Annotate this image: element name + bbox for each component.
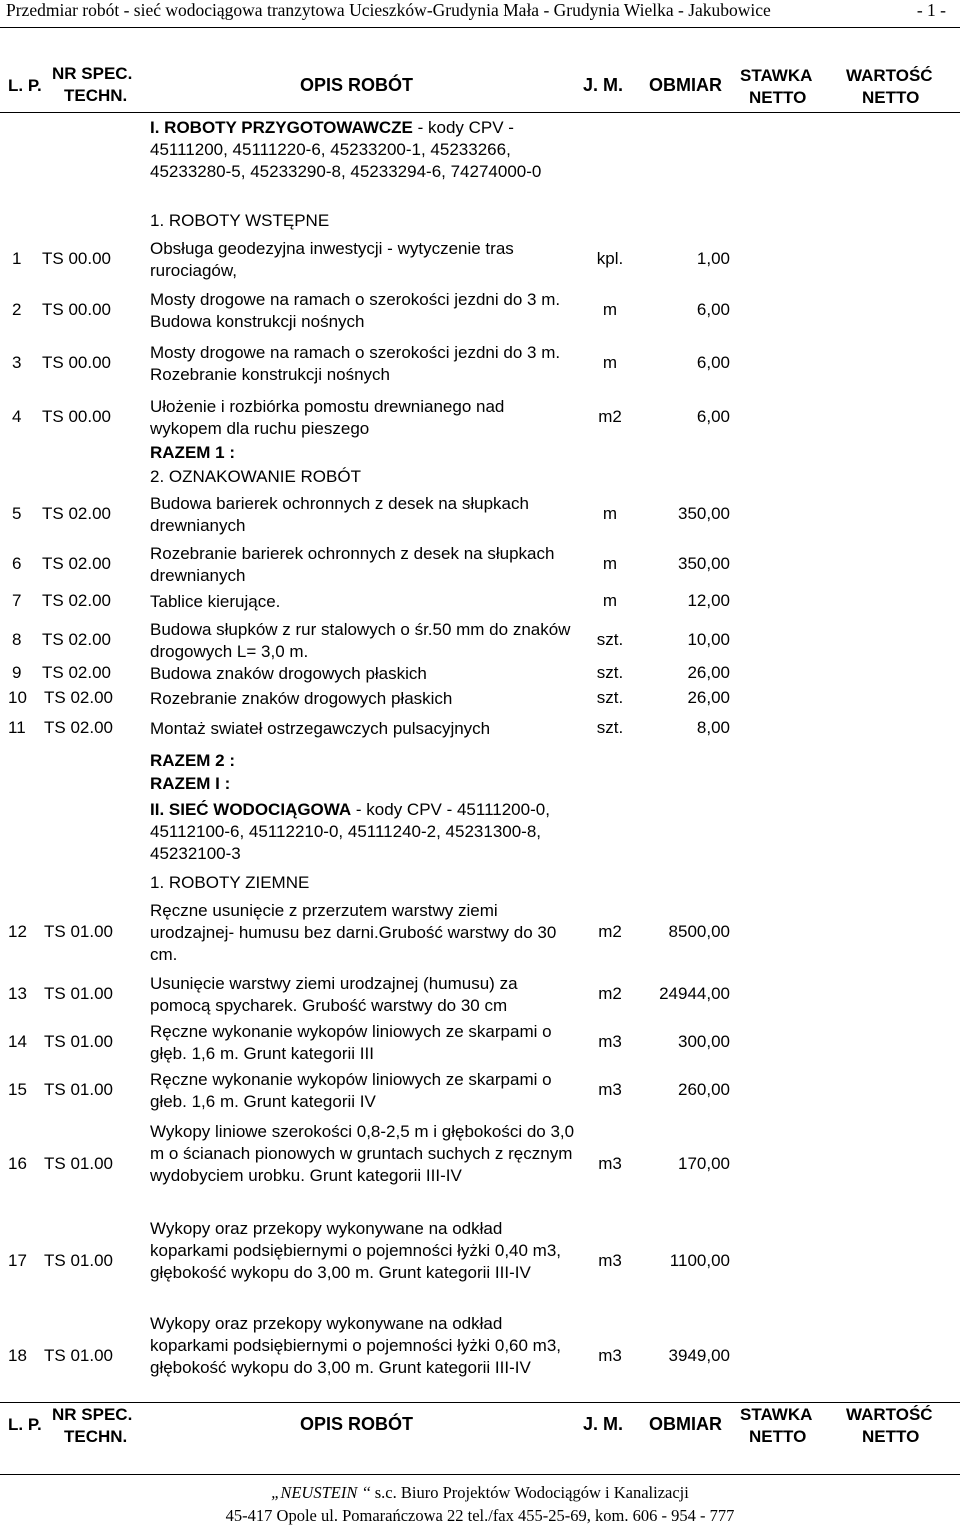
- table-row: [0, 619, 960, 663]
- row-description: Rozebranie znaków drogowych płaskich: [150, 689, 453, 708]
- footer-company-name: „NEUSTEIN ‘‘: [271, 1483, 371, 1502]
- row-lp: 5: [12, 504, 22, 523]
- row-description: Ręczne usunięcie z przerzutem warstwy ziemi urodzajnej- humusu bez darni.Grubość warstwy do 30 cm.: [150, 901, 557, 964]
- row-description: Tablice kierujące.: [150, 592, 281, 611]
- table-row: [0, 1069, 960, 1113]
- col-rate-line1: STAWKA: [740, 66, 813, 85]
- row-description: Mosty drogowe na ramach o szerokości jezdni do 3 m. Budowa konstrukcji nośnych: [150, 290, 561, 331]
- table-row: [0, 289, 960, 333]
- row-lp: 9: [12, 663, 22, 682]
- row-spec: TS 01.00: [44, 1346, 113, 1365]
- section-1-title: [150, 117, 580, 183]
- row-lp: 4: [12, 407, 22, 426]
- footer-address: 45-417 Opole ul. Pomarańczowa 22 tel./fax 455-25-69, kom. 606 - 954 - 777: [225, 1506, 735, 1525]
- row-description: Budowa słupków z rur stalowych o śr.50 mm do znaków drogowych L= 3,0 m.: [150, 620, 571, 661]
- subsection-1-title: 1. ROBOTY WSTĘPNE: [150, 211, 330, 230]
- col-rate-line2-bottom: NETTO: [749, 1427, 807, 1446]
- header-rule: [0, 27, 960, 28]
- row-quantity: 26,00: [687, 688, 730, 707]
- footer-company-desc: s.c. Biuro Projektów Wodociągów i Kanalizacji: [370, 1483, 689, 1502]
- col-rate-line1-bottom: STAWKA: [740, 1405, 813, 1424]
- table-row: [0, 718, 960, 740]
- row-description: Wykopy oraz przekopy wykonywane na odkład koparkami podsiębiernymi o pojemności łyżki 0,40 m3, głębokość wykopu do 3,00 m. Grunt kategorii III-IV: [150, 1219, 562, 1282]
- row-quantity: 6,00: [696, 353, 730, 372]
- col-spec-line1: NR SPEC.: [52, 64, 133, 83]
- table-row: [0, 900, 960, 966]
- table-row: [0, 1021, 960, 1065]
- row-description: Ułożenie i rozbiórka pomostu drewnianego nad wykopem dla ruchu pieszego: [150, 397, 505, 438]
- table-row: [0, 342, 960, 386]
- razem-I: RAZEM I :: [150, 774, 231, 793]
- row-description: Ręczne wykonanie wykopów liniowych ze skarpami o głeb. 1,6 m. Grunt kategorii IV: [150, 1070, 552, 1111]
- row-spec: TS 02.00: [42, 554, 111, 573]
- row-quantity: 8,00: [696, 718, 730, 737]
- row-unit: szt.: [596, 630, 624, 649]
- col-desc: OPIS ROBÓT: [300, 75, 414, 95]
- row-lp: 3: [12, 353, 22, 372]
- subsection-2-title: 2. OZNAKOWANIE ROBÓT: [150, 467, 361, 486]
- row-description: Wykopy oraz przekopy wykonywane na odkład koparkami podsiębiernymi o pojemności łyżki 0,60 m3, głębokość wykopu do 3,00 m. Grunt kategorii III-IV: [150, 1314, 562, 1377]
- table-row: [0, 688, 960, 710]
- row-unit: m2: [598, 407, 622, 426]
- row-description: Montaż swiateł ostrzegawczych pulsacyjnych: [150, 719, 491, 738]
- col-qty: OBMIAR: [649, 75, 722, 95]
- row-spec: TS 01.00: [44, 1154, 113, 1173]
- row-lp: 16: [8, 1154, 27, 1173]
- row-spec: TS 00.00: [42, 249, 111, 268]
- row-lp: 12: [8, 922, 27, 941]
- row-spec: TS 01.00: [44, 1080, 113, 1099]
- col-lp: L. P.: [8, 76, 42, 95]
- table-row: [0, 238, 960, 282]
- table-row: [0, 1313, 960, 1401]
- row-unit: m2: [598, 984, 622, 1003]
- row-quantity: 6,00: [696, 407, 730, 426]
- row-quantity: 12,00: [687, 591, 730, 610]
- table-row: [0, 591, 960, 613]
- section-1-title-rest: - kody CPV - 45111200, 45111220-6, 45233200-1, 45233266, 45233280-5, 45233290-8, 45233294-6, 74274000-0: [150, 118, 542, 181]
- row-spec: TS 00.00: [42, 300, 111, 319]
- bottom-header-top-rule: [0, 1402, 960, 1403]
- row-quantity: 260,00: [678, 1080, 730, 1099]
- col-unit-bottom: J. M.: [583, 1414, 624, 1434]
- row-spec: TS 01.00: [44, 1032, 113, 1051]
- col-spec-line2: TECHN.: [64, 86, 128, 105]
- row-quantity: 10,00: [687, 630, 730, 649]
- row-lp: 6: [12, 554, 22, 573]
- row-unit: m: [602, 504, 618, 523]
- row-unit: m: [602, 591, 618, 610]
- razem-1: RAZEM 1 :: [150, 443, 235, 462]
- section-2-subsection-1: 1. ROBOTY ZIEMNE: [150, 873, 310, 892]
- row-spec: TS 01.00: [44, 1251, 113, 1270]
- col-value-line1: WARTOŚĆ: [846, 66, 933, 85]
- row-lp: 15: [8, 1080, 27, 1099]
- col-value-line2-bottom: NETTO: [862, 1427, 920, 1446]
- row-unit: m3: [598, 1080, 622, 1099]
- row-lp: 10: [8, 688, 27, 707]
- table-row: [0, 493, 960, 537]
- row-lp: 17: [8, 1251, 27, 1270]
- header-bottom-rule: [0, 112, 960, 113]
- row-spec: TS 00.00: [42, 407, 111, 426]
- row-description: Ręczne wykonanie wykopów liniowych ze skarpami o głęb. 1,6 m. Grunt kategorii III: [150, 1022, 552, 1063]
- row-unit: m: [602, 300, 618, 319]
- row-lp: 18: [8, 1346, 27, 1365]
- col-rate-line2: NETTO: [749, 88, 807, 107]
- row-spec: TS 02.00: [44, 718, 113, 737]
- row-unit: szt.: [596, 663, 624, 682]
- row-unit: m: [602, 353, 618, 372]
- razem-2: RAZEM 2 :: [150, 751, 235, 770]
- footer-rule: [0, 1474, 960, 1475]
- table-row: [0, 543, 960, 587]
- row-unit: szt.: [596, 718, 624, 737]
- row-unit: szt.: [596, 688, 624, 707]
- row-lp: 7: [12, 591, 22, 610]
- row-quantity: 8500,00: [668, 922, 730, 941]
- row-quantity: 24944,00: [659, 984, 730, 1003]
- row-description: Obsługa geodezyjna inwestycji - wytyczenie tras rurociagów,: [150, 239, 514, 280]
- table-row: [0, 1218, 960, 1306]
- row-quantity: 170,00: [678, 1154, 730, 1173]
- row-quantity: 26,00: [687, 663, 730, 682]
- row-lp: 8: [12, 630, 22, 649]
- row-unit: m2: [598, 922, 622, 941]
- row-lp: 14: [8, 1032, 27, 1051]
- row-spec: TS 02.00: [44, 688, 113, 707]
- row-spec: TS 01.00: [44, 984, 113, 1003]
- col-unit: J. M.: [583, 75, 624, 95]
- section-1-title-bold: I. ROBOTY PRZYGOTOWAWCZE: [150, 118, 413, 137]
- row-spec: TS 02.00: [42, 630, 111, 649]
- table-row: [0, 1121, 960, 1209]
- row-quantity: 6,00: [696, 300, 730, 319]
- row-spec: TS 02.00: [42, 504, 111, 523]
- row-spec: TS 00.00: [42, 353, 111, 372]
- row-description: Rozebranie barierek ochronnych z desek na słupkach drewnianych: [150, 544, 555, 585]
- row-quantity: 350,00: [678, 504, 730, 523]
- row-quantity: 1,00: [696, 249, 730, 268]
- row-quantity: 3949,00: [668, 1346, 730, 1365]
- row-lp: 11: [8, 718, 26, 737]
- row-lp: 1: [12, 249, 22, 268]
- col-lp-bottom: L. P.: [8, 1415, 42, 1434]
- section-2-title-bold: II. SIEĆ WODOCIĄGOWA: [150, 800, 352, 819]
- row-lp: 13: [8, 984, 27, 1003]
- col-desc-bottom: OPIS ROBÓT: [300, 1414, 414, 1434]
- section-2-title: [150, 799, 580, 865]
- table-row: [0, 973, 960, 1017]
- row-unit: m3: [598, 1251, 622, 1270]
- row-lp: 2: [12, 300, 22, 319]
- col-qty-bottom: OBMIAR: [649, 1414, 722, 1434]
- col-spec-line2-bottom: TECHN.: [64, 1427, 128, 1446]
- row-quantity: 1100,00: [669, 1251, 730, 1270]
- row-unit: m3: [598, 1346, 622, 1365]
- footer-company: [0, 1483, 960, 1503]
- col-value-line2: NETTO: [862, 88, 920, 107]
- row-spec: TS 02.00: [42, 663, 111, 682]
- row-spec: TS 01.00: [44, 922, 113, 941]
- row-unit: m3: [598, 1154, 622, 1173]
- row-description: Budowa znaków drogowych płaskich: [150, 664, 427, 683]
- document-title: Przedmiar robót - sieć wodociągowa tranzytowa Ucieszków-Grudynia Mała - Grudynia Wielka - Jakubowice: [6, 0, 771, 20]
- row-unit: kpl.: [596, 249, 624, 268]
- row-description: Wykopy liniowe szerokości 0,8-2,5 m i głębokości do 3,0 m o ścianach pionowych w gruntach suchych z ręcznym wydobyciem urobku. Grunt kategorii III-IV: [150, 1122, 575, 1185]
- table-row: [0, 396, 960, 440]
- section-2-title-rest: - kody CPV - 45111200-0, 45112100-6, 45112210-0, 45111240-2, 45231300-8, 45232100-3: [150, 800, 550, 863]
- row-quantity: 300,00: [678, 1032, 730, 1051]
- row-description: Mosty drogowe na ramach o szerokości jezdni do 3 m. Rozebranie konstrukcji nośnych: [150, 343, 561, 384]
- table-row: [0, 663, 960, 685]
- col-spec-line1-bottom: NR SPEC.: [52, 1405, 133, 1424]
- page-number: - 1 -: [916, 0, 946, 20]
- col-value-line1-bottom: WARTOŚĆ: [846, 1405, 933, 1424]
- row-description: Usunięcie warstwy ziemi urodzajnej (humusu) za pomocą spycharek. Grubość warstwy do 30 cm: [150, 974, 518, 1015]
- row-unit: m3: [598, 1032, 622, 1051]
- row-spec: TS 02.00: [42, 591, 111, 610]
- row-quantity: 350,00: [678, 554, 730, 573]
- row-description: Budowa barierek ochronnych z desek na słupkach drewnianych: [150, 494, 529, 535]
- row-unit: m: [602, 554, 618, 573]
